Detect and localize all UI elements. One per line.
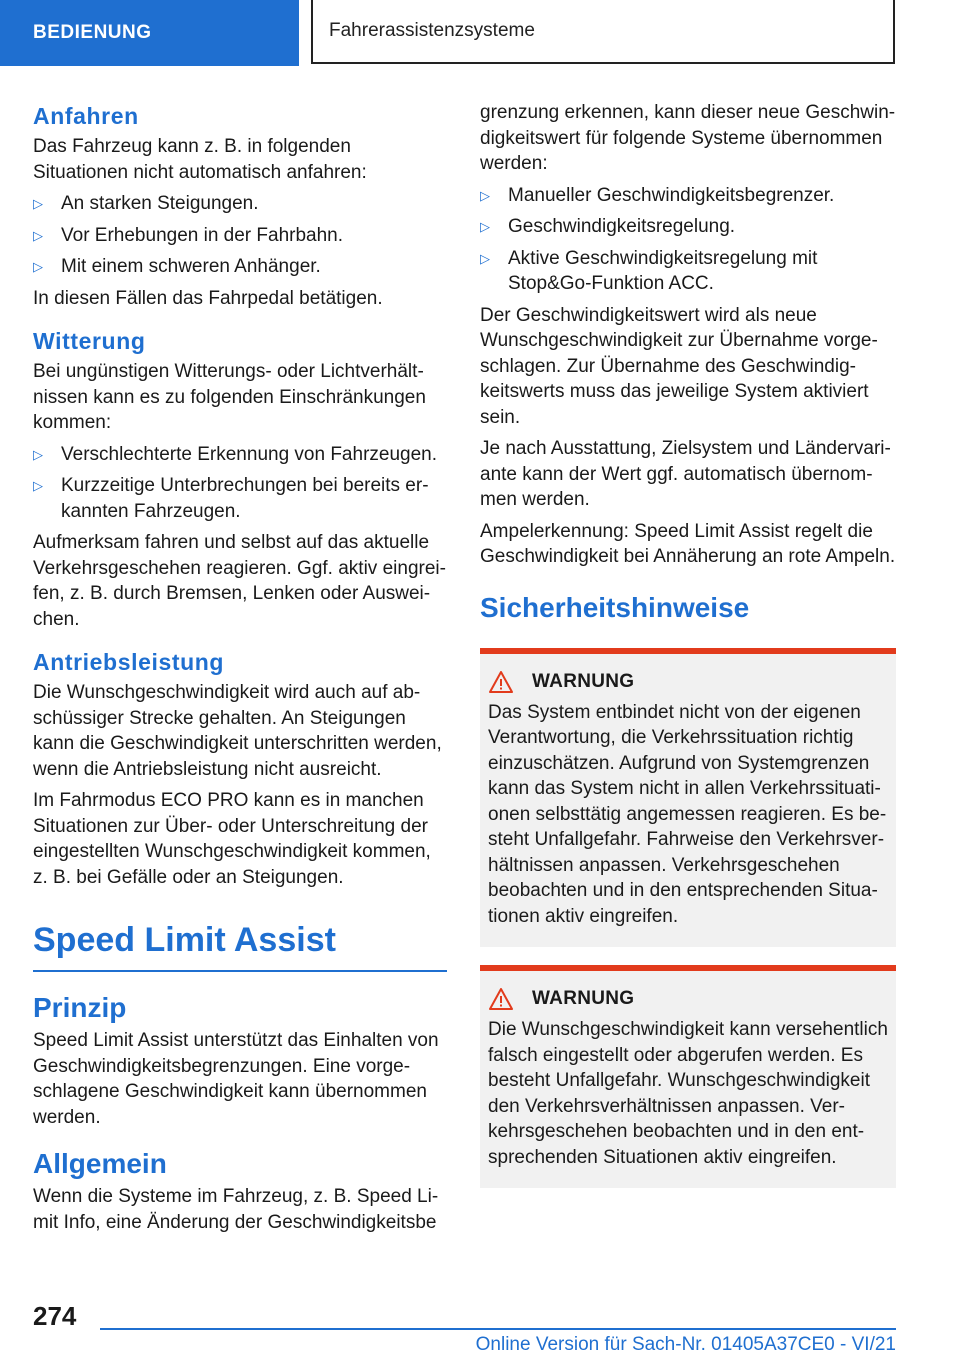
left-column <box>33 100 447 1241</box>
section-prinzip <box>33 988 447 1130</box>
warning-box-1 <box>480 648 896 948</box>
chapter-tab[interactable]: Fahrerassistenzsysteme <box>311 0 895 64</box>
triangle-right-icon: ▷ <box>480 187 490 203</box>
warning-header <box>488 670 888 694</box>
triangle-right-icon: ▷ <box>480 219 490 234</box>
triangle-right-icon: ▷ <box>480 250 490 266</box>
heading-sicherheitshinweise: Sicherheitshinweise <box>480 591 750 623</box>
triangle-right-icon: ▷ <box>33 446 43 462</box>
prinzip-text: Speed Limit Assist unterstützt das Einhalten von Geschwindigkeitsbegrenzungen. Eine vorgeschlagene Geschwindigkeit kann übernommen werden. <box>33 1030 439 1128</box>
list-item: ▷ Manueller Geschwindigkeitsbegrenzer. <box>480 183 896 209</box>
warning-text: Das System entbindet nicht von der eigenen Verantwortung, die Verkehrssituation richtig einzuschätzen. Aufgrund von Systemgrenzen kann das System nicht in allen Verkehrssituationen selbsttätig angemessen reagieren. Es besteht Unfallgefahr. Fahrweise den Verkehrsverhältnissen anpassen. Verkehrsgeschehen beobachten und in den entsprechenden Situationen aktiv eingreifen. <box>488 701 887 927</box>
triangle-right-icon: ▷ <box>33 227 43 243</box>
list-item: ▷ Kurzzeitige Unterbrechungen bei bereits erkannten Fahrzeugen. <box>33 475 429 522</box>
triangle-right-icon: ▷ <box>33 259 43 274</box>
antrieb-paragraph-1: Die Wunschgeschwindigkeit wird auch auf abschüssiger Strecke gehalten. An Steigungen kann die Geschwindigkeit unterschritten werden, wenn die Antriebsleistung nicht ausreicht. <box>33 682 442 780</box>
page-footer <box>0 1290 960 1362</box>
witterung-outro: Aufmerksam fahren und selbst auf das aktuelle Verkehrsgeschehen reagieren. Ggf. aktiv eingreifen, z. B. durch Bremsen, Lenken oder Ausweichen. <box>33 532 446 630</box>
paragraph-1: Der Geschwindigkeitswert wird als neue Wunschgeschwindigkeit zur Übernahme vorgeschlagen. Zur Übernahme des Geschwindigkeitswerts muss das jeweilige System aktiviert sein. <box>480 304 878 428</box>
list-item: ▷ Verschlechterte Erkennung von Fahrzeugen. <box>33 442 447 468</box>
right-column <box>480 100 896 1188</box>
section-tab[interactable]: BEDIENUNG <box>0 0 299 66</box>
list-item: ▷ Mit einem schweren Anhänger. <box>33 254 447 280</box>
triangle-right-icon: ▷ <box>33 196 43 211</box>
antrieb-paragraph-2: Im Fahrmodus ECO PRO kann es in manchen Situationen zur Über- oder Unterschreitung der eingestellten Wunschgeschwindigkeit kommen, z. B. bei Gefälle oder an Steigungen. <box>33 790 431 888</box>
section-allgemein <box>33 1144 447 1235</box>
list-item: ▷ Aktive Geschwindigkeitsregelung mit Stop&Go-Funktion ACC. <box>480 247 818 294</box>
list-item: ▷ Geschwindigkeitsregelung. <box>480 214 896 240</box>
heading-anfahren: Anfahren <box>33 103 139 129</box>
list-item: ▷ An starken Steigungen. <box>33 191 447 217</box>
warning-text: Die Wunschgeschwindigkeit kann versehentlich falsch eingestellt oder abgerufen werden. Es besteht Unfallgefahr. Wunschgeschwindigkeit den Verkehrsverhältnissen anpassen. Verkehrsgeschehen beobachten und in den entsprechenden Situationen aktiv eingreifen. <box>488 1019 888 1168</box>
list-item: ▷ Vor Erhebungen in der Fahrbahn. <box>33 223 447 249</box>
heading-antriebsleistung: Antriebsleistung <box>33 649 225 675</box>
anfahren-list <box>33 191 447 280</box>
witterung-list <box>33 442 447 525</box>
page-number: 274 <box>33 1301 77 1331</box>
heading-speed-limit-assist: Speed Limit Assist <box>33 918 447 972</box>
warning-header <box>488 987 888 1011</box>
online-version-link[interactable]: Online Version für Sach-Nr. 01405A37CE0 - VI/21 <box>475 1334 896 1355</box>
warning-label: WARNUNG <box>532 670 635 692</box>
section-witterung <box>33 325 447 632</box>
systems-list <box>480 183 896 297</box>
triangle-right-icon: ▷ <box>33 478 43 493</box>
allgemein-text: Wenn die Systeme im Fahrzeug, z. B. Speed Limit Info, eine Änderung der Geschwindigkeitsbe <box>33 1186 439 1233</box>
page-header <box>0 0 960 66</box>
paragraph-3: Ampelerkennung: Speed Limit Assist regelt die Geschwindigkeit bei Annäherung an rote Ampeln. <box>480 520 896 567</box>
footer-divider <box>100 1328 896 1330</box>
section-speed-limit-assist <box>33 918 447 972</box>
continued-text: grenzung erkennen, kann dieser neue Geschwindigkeitswert für folgende Systeme übernommen werden: <box>480 102 896 174</box>
warning-box-2 <box>480 965 896 1188</box>
warning-triangle-icon <box>488 670 514 694</box>
warning-label: WARNUNG <box>532 988 635 1009</box>
section-anfahren <box>33 100 447 311</box>
witterung-intro: Bei ungünstigen Witterungs- oder Lichtverhältnissen kann es zu folgenden Einschränkungen kommen: <box>33 361 426 433</box>
heading-allgemein: Allgemein <box>33 1148 167 1179</box>
anfahren-intro: Das Fahrzeug kann z. B. in folgenden Situationen nicht automatisch anfahren: <box>33 136 367 183</box>
heading-prinzip: Prinzip <box>33 992 127 1023</box>
heading-witterung: Witterung <box>33 328 146 354</box>
anfahren-outro: In diesen Fällen das Fahrpedal betätigen. <box>33 287 383 309</box>
warning-triangle-icon <box>488 987 514 1011</box>
section-antriebsleistung <box>33 646 447 890</box>
paragraph-2: Je nach Ausstattung, Zielsystem und Ländervariante kann der Wert ggf. automatisch übernommen werden. <box>480 438 891 510</box>
